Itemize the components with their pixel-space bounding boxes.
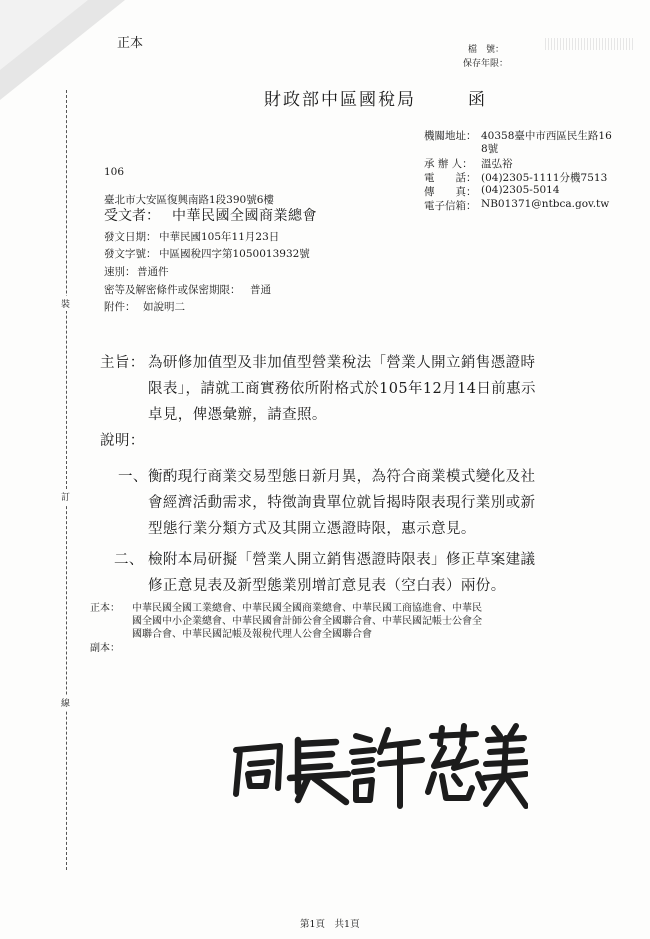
- binding-line: [66, 90, 67, 870]
- faint-stamp: [545, 38, 635, 50]
- fax-label: 傳 真：: [424, 186, 477, 198]
- folded-corner-highlight: [0, 0, 88, 70]
- document-number: 中區國稅四字第1050013932號: [159, 248, 310, 260]
- main-copy-line-1: 中華民國全國工業總會、中華民國全國商業總會、中華民國工商協進會、中華民: [132, 603, 482, 614]
- cc-label: 副本：: [90, 643, 120, 654]
- document-type: 函: [468, 90, 487, 110]
- handler-name: 溫弘裕: [481, 158, 513, 170]
- explanation-label: 說明：: [100, 433, 145, 449]
- speed-label: 速別：: [104, 266, 136, 278]
- main-copy-line-2: 國全國中小企業總會、中華民國會計師公會全國聯合會、中華民國記帳士公會全: [132, 616, 482, 627]
- item-1-number: 一、: [118, 469, 148, 485]
- secrecy-value: 普通: [250, 284, 271, 296]
- phone-label: 電 話：: [424, 172, 477, 184]
- postal-code: 106: [104, 166, 125, 178]
- item-2-line-2: 修正意見表及新型態業別增訂意見表（空白表）兩份。: [148, 578, 506, 594]
- page-number: 第1頁 共1頁: [300, 919, 360, 930]
- recipient-name: 中華民國全國商業總會: [172, 208, 317, 224]
- phone-number: (04)2305-1111分機7513: [481, 172, 608, 184]
- item-2-line-1: 檢附本局研擬「營業人開立銷售憑證時限表」修正草案建議: [148, 552, 536, 568]
- binding-mark-top: 裝: [61, 296, 70, 311]
- email-label: 電子信箱：: [424, 200, 477, 212]
- retention-label: 保存年限：: [463, 59, 509, 69]
- director-signature: [228, 722, 528, 812]
- document-number-label: 發文字號：: [104, 248, 157, 260]
- agency-address-1: 40358臺中市西區民生路16: [481, 130, 612, 142]
- address-label: 機關地址：: [424, 130, 477, 142]
- email-address: NB01371@ntbca.gov.tw: [481, 198, 610, 210]
- copy-mark: 正本: [117, 36, 144, 51]
- recipient-address: 臺北市大安區復興南路1段390號6樓: [104, 194, 274, 206]
- item-1-line-2: 會經濟活動需求，特徵詢貴單位就旨揭時限表現行業別或新: [148, 495, 536, 511]
- handler-label: 承 辦 人：: [424, 158, 473, 170]
- attachment-label: 附件：: [104, 301, 136, 313]
- attachment-value: 如說明二: [143, 301, 185, 313]
- issue-date: 中華民國105年11月23日: [159, 231, 280, 243]
- subject-line-3: 卓見，俾憑彙辦，請查照。: [148, 407, 327, 423]
- item-1-line-1: 衡酌現行商業交易型態日新月異，為符合商業模式變化及社: [148, 469, 536, 485]
- fax-number: (04)2305-5014: [481, 184, 560, 196]
- binding-mark-bottom: 線: [61, 695, 70, 710]
- recipient-label: 受文者：: [104, 208, 160, 224]
- subject-line-2: 限表」，請就工商實務依所附格式於105年12月14日前惠示: [148, 381, 536, 397]
- agency-address-2: 8號: [481, 143, 499, 155]
- item-1-line-3: 型態行業分類方式及其開立憑證時限，惠示意見。: [148, 521, 476, 537]
- agency-name: 財政部中區國稅局: [264, 90, 416, 110]
- subject-line-1: 為研修加值型及非加值型營業稅法「營業人開立銷售憑證時: [148, 355, 536, 371]
- issue-date-label: 發文日期：: [104, 231, 157, 243]
- main-copy-line-3: 國聯合會、中華民國記帳及報稅代理人公會全國聯合會: [132, 629, 372, 640]
- main-copy-label: 正本：: [90, 603, 120, 614]
- file-number-label: 檔 號：: [468, 45, 505, 55]
- speed-value: 普通件: [137, 266, 169, 278]
- secrecy-label: 密等及解密條件或保密期限：: [104, 284, 241, 296]
- subject-label: 主旨：: [100, 355, 145, 371]
- item-2-number: 二、: [114, 552, 144, 568]
- binding-mark-middle: 訂: [61, 489, 70, 504]
